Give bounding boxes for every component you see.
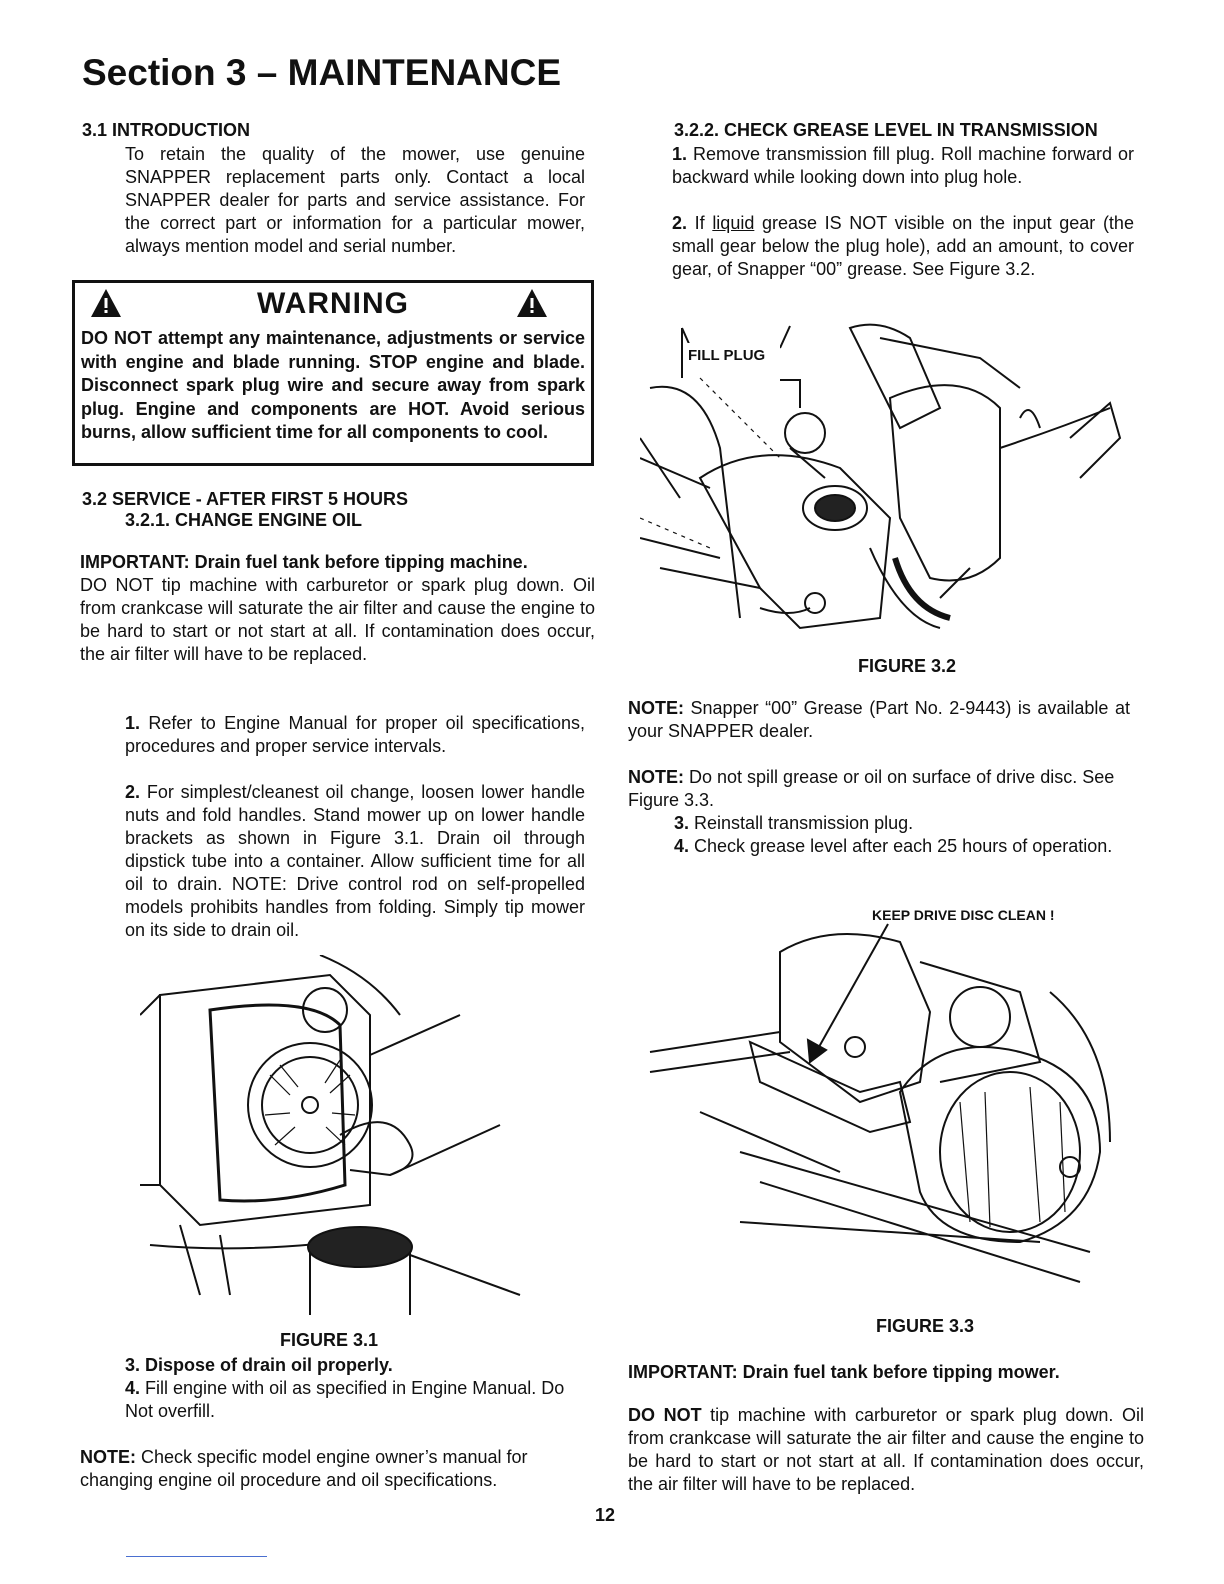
- step-text-pre: If: [694, 213, 705, 233]
- note-label: NOTE:: [628, 698, 684, 718]
- grease-step-3: [674, 812, 1134, 835]
- step-text: Refer to Engine Manual for proper oil specifications, procedures and proper service intervals.: [125, 713, 585, 756]
- oil-step-1: [125, 712, 585, 758]
- page-title: Section 3 – MAINTENANCE: [82, 52, 562, 93]
- warning-title: WARNING: [257, 287, 409, 320]
- footer-rule: [126, 1556, 267, 1557]
- figure-3-3-caption: FIGURE 3.3: [876, 1316, 975, 1336]
- step-number: 2.: [672, 213, 688, 233]
- important-note-mower: IMPORTANT: Drain fuel tank before tipping mower.: [628, 1362, 1060, 1382]
- intro-body: To retain the quality of the mower, use genuine SNAPPER replacement parts only. Contact a local SNAPPER dealer for parts and service assistance. For the correct part or information for a particular mower, always mention model and serial number.: [125, 144, 585, 256]
- final-text: tip machine with carburetor or spark plug down. Oil from crankcase will saturate the air filter and cause the engine to be hard to start or not start at all. If contamination does occur, the air filter will have to be replaced.: [628, 1405, 1144, 1494]
- step-text: For simplest/cleanest oil change, loosen lower handle nuts and fold handles. Stand mower up on lower handle brackets as shown in Figure 3.1. Drain oil through dipstick tube into a container. Allow sufficient time for all oil to drain. NOTE: Drive control rod on self-propelled models prohibits handles from folding. Simply tip mower on its side to drain oil.: [125, 782, 585, 940]
- fill-plug-label: FILL PLUG: [688, 347, 766, 364]
- figure-3-2-illustration: [640, 318, 1130, 643]
- step-number: 3.: [125, 1355, 141, 1375]
- grease-note-1: [628, 697, 1130, 743]
- note-label: NOTE:: [80, 1447, 136, 1467]
- change-oil-heading: 3.2.1. CHANGE ENGINE OIL: [125, 510, 363, 530]
- oil-note: [80, 1446, 590, 1492]
- figure-3-3-illustration: [640, 922, 1130, 1302]
- figure-3-1-caption: FIGURE 3.1: [280, 1330, 379, 1350]
- final-label: DO NOT: [628, 1405, 702, 1425]
- step-text: grease IS NOT visible on the input gear (the small gear below the plug hole), add an amount, to cover gear, of Snapper “00” grease. See Figure 3.2.: [672, 213, 1134, 279]
- note-text: Check specific model engine owner’s manual for changing engine oil procedure and oil specifications.: [80, 1447, 528, 1490]
- step-number: 1.: [672, 144, 688, 164]
- step-text-underlined: liquid: [712, 213, 755, 233]
- step-number: 1.: [125, 713, 141, 733]
- figure-3-2-caption: FIGURE 3.2: [858, 656, 957, 676]
- grease-heading: 3.2.2. CHECK GREASE LEVEL IN TRANSMISSION: [674, 120, 1098, 140]
- intro-heading: 3.1 INTRODUCTION: [82, 120, 251, 140]
- warning-body: DO NOT attempt any maintenance, adjustments or service with engine and blade running. STOP engine and blade. Disconnect spark plug wire and secure away from spark plug. Engine and components are HOT. Avoid serious burns, allow sufficient time for all components to cool.: [81, 328, 585, 442]
- step-number: 3.: [674, 813, 690, 833]
- figure-3-1-illustration: [140, 955, 530, 1315]
- grease-step-1: [672, 143, 1134, 189]
- step-number: 4.: [674, 836, 690, 856]
- note-text: Snapper “00” Grease (Part No. 2-9443) is available at your SNAPPER dealer.: [628, 698, 1130, 741]
- grease-step-4: [674, 835, 1134, 858]
- final-warning-paragraph: [628, 1404, 1144, 1496]
- oil-step-3: [125, 1354, 585, 1377]
- step-text: Check grease level after each 25 hours of operation.: [694, 836, 1113, 856]
- oil-step-4: [125, 1377, 590, 1423]
- important-note-oil: IMPORTANT: Drain fuel tank before tipping machine.: [80, 552, 528, 572]
- page-number: 12: [595, 1505, 616, 1525]
- step-number: 2.: [125, 782, 141, 802]
- grease-note-2: [628, 766, 1132, 812]
- service-heading: 3.2 SERVICE - AFTER FIRST 5 HOURS: [82, 489, 409, 509]
- oil-step-2: [125, 781, 585, 942]
- note-text: Do not spill grease or oil on surface of drive disc. See Figure 3.3.: [628, 767, 1115, 810]
- step-text: Dispose of drain oil properly.: [145, 1355, 393, 1375]
- important-body-oil: DO NOT tip machine with carburetor or spark plug down. Oil from crankcase will saturate the air filter and cause the engine to be hard to start or not start at all. If contamination does occur, the air filter will have to be replaced.: [80, 575, 595, 664]
- grease-step-2: [672, 212, 1134, 281]
- warning-box: [72, 280, 594, 466]
- warning-triangle-icon: [515, 287, 549, 319]
- step-number: 4.: [125, 1378, 141, 1398]
- step-text: Fill engine with oil as specified in Engine Manual. Do Not overfill.: [125, 1378, 565, 1421]
- note-label: NOTE:: [628, 767, 684, 787]
- step-text: Reinstall transmission plug.: [694, 813, 914, 833]
- step-text: Remove transmission fill plug. Roll machine forward or backward while looking down into plug hole.: [672, 144, 1134, 187]
- keep-drive-disc-clean-label: KEEP DRIVE DISC CLEAN !: [872, 907, 1055, 923]
